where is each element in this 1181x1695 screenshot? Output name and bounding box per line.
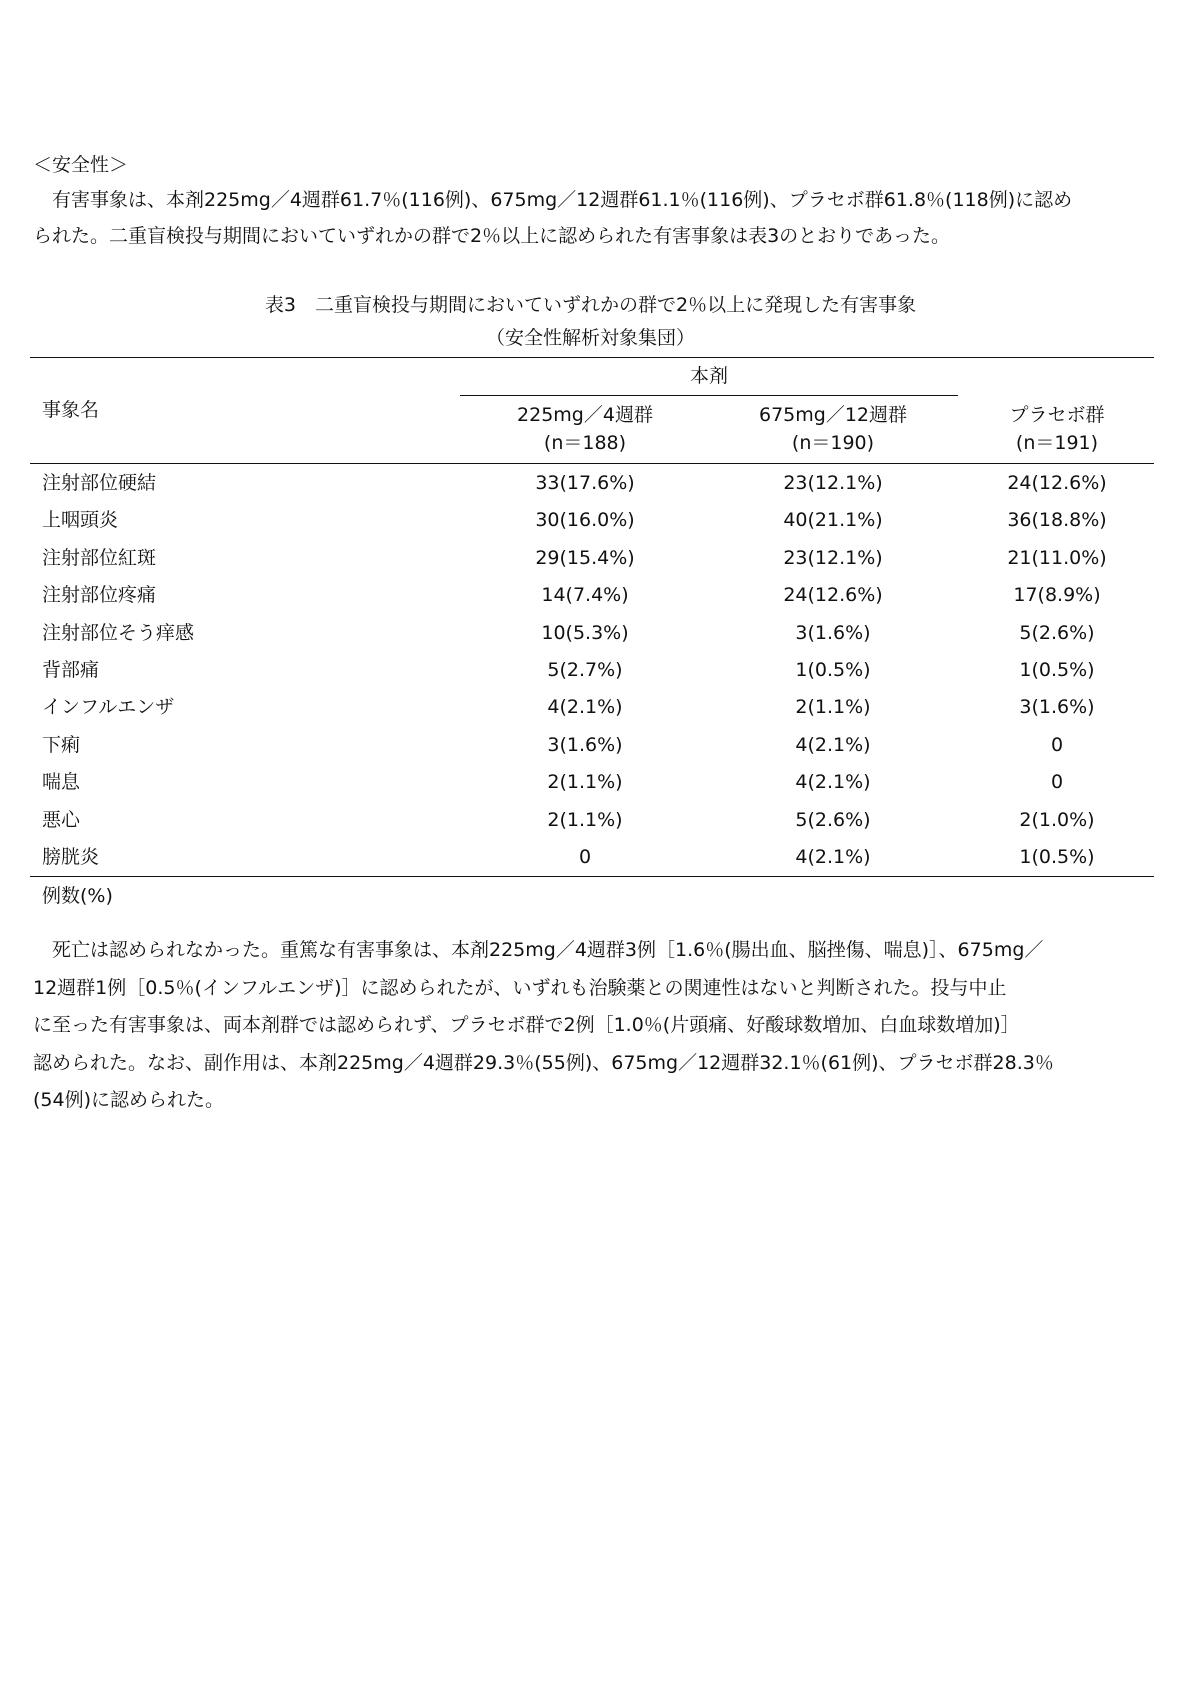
event-count-cell: 4(2.1%) bbox=[795, 771, 871, 794]
table-bottom-rule bbox=[30, 876, 1154, 877]
column-header: 225mg／4週群 bbox=[517, 404, 653, 426]
event-name: 上咽頭炎 bbox=[42, 509, 119, 532]
event-count-cell: 2(1.1%) bbox=[795, 696, 871, 719]
event-count-cell: 24(12.6%) bbox=[1007, 472, 1107, 494]
event-count-cell: 21(11.0%) bbox=[1007, 546, 1107, 569]
event-count-cell: 0 bbox=[1050, 771, 1064, 794]
column-header-n: (n＝191) bbox=[1015, 432, 1099, 454]
event-count-cell: 1(0.5%) bbox=[1019, 659, 1095, 681]
event-count-cell: 4(2.1%) bbox=[547, 696, 623, 719]
event-count-cell: 4(2.1%) bbox=[795, 846, 871, 868]
table-subtitle: （安全性解析対象集団） bbox=[485, 327, 695, 349]
event-name: 喘息 bbox=[42, 771, 81, 794]
event-count-cell: 17(8.9%) bbox=[1013, 584, 1101, 607]
outro-line: に至った有害事象は、両本剤群では認められず、プラセボ群で2例［1.0％(片頭痛、好酸球数増加、白血球数増加)］ bbox=[33, 1014, 1020, 1037]
event-count-cell: 5(2.6%) bbox=[795, 808, 871, 831]
event-name: 注射部位硬結 bbox=[42, 472, 157, 494]
outro-line: (54例)に認められた。 bbox=[33, 1089, 225, 1112]
event-name: 悪心 bbox=[42, 808, 81, 831]
event-count-cell: 23(12.1%) bbox=[783, 546, 883, 569]
event-name: 注射部位紅斑 bbox=[42, 546, 157, 569]
table-footnote: 例数(%) bbox=[42, 885, 113, 907]
event-count-cell: 23(12.1%) bbox=[783, 472, 883, 494]
column-header: 675mg／12週群 bbox=[758, 404, 907, 426]
header-rule bbox=[30, 463, 1154, 464]
column-header-n: (n＝190) bbox=[791, 432, 875, 454]
group-header: 本剤 bbox=[689, 365, 728, 387]
event-count-cell: 0 bbox=[578, 846, 592, 868]
intro-line: られた。二重盲検投与期間においていずれかの群で2％以上に認められた有害事象は表3のとおりであった。 bbox=[33, 225, 950, 247]
event-count-cell: 1(0.5%) bbox=[1019, 846, 1095, 868]
event-count-cell: 1(0.5%) bbox=[795, 659, 871, 681]
outro-line: 認められた。なお、副作用は、本剤225mg／4週群29.3％(55例)、675mg／12週群32.1％(61例)、プラセボ群28.3％ bbox=[33, 1051, 1054, 1074]
event-count-cell: 33(17.6%) bbox=[535, 472, 635, 494]
event-count-cell: 2(1.0%) bbox=[1019, 808, 1095, 831]
event-count-cell: 3(1.6%) bbox=[795, 621, 871, 644]
event-count-cell: 14(7.4%) bbox=[541, 584, 629, 607]
event-count-cell: 2(1.1%) bbox=[547, 771, 623, 794]
event-count-cell: 0 bbox=[1050, 733, 1064, 756]
event-name: 背部痛 bbox=[42, 659, 100, 681]
event-count-cell: 4(2.1%) bbox=[795, 733, 871, 756]
event-name: インフルエンザ bbox=[42, 696, 175, 719]
outro-line: 死亡は認められなかった。重篤な有害事象は、本剤225mg／4週群3例［1.6％(腸出血、脳挫傷、喘息)］、675mg／ bbox=[33, 939, 1044, 961]
table-title: 表3 二重盲検投与期間においていずれかの群で2％以上に発現した有害事象 bbox=[264, 294, 917, 316]
event-count-cell: 10(5.3%) bbox=[541, 621, 629, 644]
event-count-cell: 29(15.4%) bbox=[535, 546, 635, 569]
event-count-cell: 30(16.0%) bbox=[535, 509, 635, 532]
event-count-cell: 40(21.1%) bbox=[783, 509, 883, 532]
event-count-cell: 5(2.7%) bbox=[547, 659, 623, 681]
event-name: 膀胱炎 bbox=[42, 846, 100, 868]
outro-line: 12週群1例［0.5％(インフルエンザ)］に認められたが、いずれも治験薬との関連性はないと判断された。投与中止 bbox=[33, 976, 1007, 999]
event-count-cell: 5(2.6%) bbox=[1019, 621, 1095, 644]
column-header-n: (n＝188) bbox=[543, 432, 627, 454]
section-heading: ＜安全性＞ bbox=[33, 154, 129, 176]
event-name: 注射部位疼痛 bbox=[42, 584, 157, 607]
event-name: 下痢 bbox=[42, 733, 81, 756]
event-name: 注射部位そう痒感 bbox=[42, 621, 195, 644]
column-header-event: 事象名 bbox=[42, 399, 100, 421]
event-count-cell: 3(1.6%) bbox=[1019, 696, 1095, 719]
event-count-cell: 24(12.6%) bbox=[783, 584, 883, 607]
event-count-cell: 36(18.8%) bbox=[1007, 509, 1107, 532]
event-count-cell: 3(1.6%) bbox=[547, 733, 623, 756]
intro-line: 有害事象は、本剤225mg／4週群61.7％(116例)、675mg／12週群61.1％(116例)、プラセボ群61.8％(118例)に認め bbox=[33, 189, 1073, 211]
event-count-cell: 2(1.1%) bbox=[547, 808, 623, 831]
column-header: プラセボ群 bbox=[1009, 404, 1105, 426]
group-rule bbox=[460, 395, 958, 396]
table-top-rule bbox=[30, 357, 1154, 358]
